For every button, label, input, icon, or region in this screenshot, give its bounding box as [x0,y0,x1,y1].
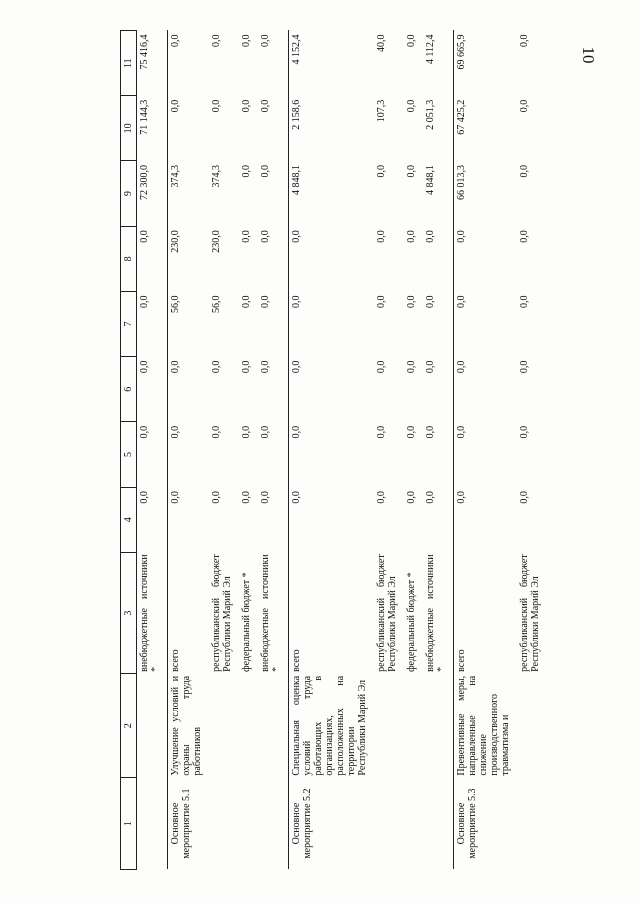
value-cell: 0,0 [376,230,387,243]
description-cell: Превентивные меры, направленные на снижение производственного травматизма и [454,674,518,778]
value-cell: 0,0 [168,31,210,96]
value-cell: 0,0 [406,165,417,178]
value-cell: 0,0 [406,99,417,113]
funding-source-cell: внебюджетные источники * [260,554,282,672]
col-header: 6 [121,357,137,422]
col-header: 2 [121,674,137,778]
value-cell: 0,0 [519,34,530,47]
funding-source-cell: внебюджетные источники * [139,554,161,672]
table-row [404,31,423,870]
table-row [168,31,210,870]
value-cell: 0,0 [168,422,210,487]
col-header: 11 [121,31,137,96]
value-cell: 0,0 [406,491,417,504]
budget-table [120,30,547,870]
header-row [121,31,137,870]
value-cell: 0,0 [406,34,417,47]
value-cell: 0,0 [211,491,222,504]
value-cell: 0,0 [406,230,417,243]
value-cell: 40,0 [376,34,387,52]
table-row [423,31,454,870]
table-row [209,31,239,870]
value-cell: 0,0 [454,226,518,291]
value-cell: 2 158,6 [289,96,375,161]
value-cell: 0,0 [241,295,252,308]
value-cell: 0,0 [260,295,271,308]
funding-source-cell: республиканский бюджет Республики Марий Эл [519,554,541,672]
funding-source-cell: внебюджетные источники * [425,554,447,672]
value-cell: 0,0 [241,491,252,504]
value-cell: 0,0 [519,165,530,178]
funding-source-cell: республиканский бюджет Республики Марий Эл [376,554,398,672]
value-cell: 0,0 [260,425,271,439]
description-cell [209,674,239,778]
value-cell: 0,0 [241,425,252,439]
table-row [258,31,289,870]
funding-source-cell: всего [454,552,518,674]
col-header: 5 [121,422,137,487]
value-cell: 0,0 [241,99,252,113]
value-cell: 0,0 [376,491,387,504]
value-cell: 66 013,3 [454,161,518,226]
value-cell: 230,0 [211,230,222,253]
value-cell: 71 144,3 [139,99,150,135]
value-cell: 0,0 [241,360,252,374]
value-cell: 0,0 [425,425,436,439]
value-cell: 0,0 [519,425,530,439]
col-header: 10 [121,96,137,161]
event-name-cell [239,778,258,870]
funding-source-cell: всего [168,552,210,674]
value-cell: 0,0 [425,360,436,374]
event-name-cell: Основное мероприятие 5.3 [454,778,518,870]
event-name-cell [137,778,168,870]
value-cell: 0,0 [211,99,222,113]
event-name-cell: Основное мероприятие 5.2 [289,778,375,870]
value-cell: 0,0 [519,360,530,374]
value-cell: 4 848,1 [289,161,375,226]
value-cell: 72 300,0 [139,165,150,200]
value-cell: 0,0 [139,360,150,374]
value-cell: 0,0 [168,357,210,422]
value-cell: 67 425,2 [454,96,518,161]
value-cell: 2 051,3 [425,99,436,130]
value-cell: 230,0 [168,226,210,291]
table-body [137,31,548,870]
value-cell: 0,0 [519,491,530,504]
value-cell: 0,0 [406,425,417,439]
funding-source-cell: федеральный бюджет * [406,572,417,672]
value-cell: 0,0 [139,295,150,308]
value-cell: 0,0 [454,291,518,356]
value-cell: 75 416,4 [139,34,150,70]
event-name-cell [258,778,289,870]
value-cell: 0,0 [406,360,417,374]
value-cell: 0,0 [260,491,271,504]
value-cell: 0,0 [211,360,222,374]
value-cell: 0,0 [289,357,375,422]
value-cell: 69 665,9 [454,31,518,96]
description-cell [374,674,404,778]
description-cell [137,674,168,778]
value-cell: 4 152,4 [289,31,375,96]
value-cell: 0,0 [376,360,387,374]
event-name-cell: Основное мероприятие 5.1 [168,778,210,870]
value-cell: 0,0 [376,425,387,439]
value-cell: 0,0 [376,165,387,178]
description-cell [258,674,289,778]
funding-source-cell: республиканский бюджет Республики Марий Эл [211,554,233,672]
col-header: 3 [121,552,137,674]
description-cell [517,674,547,778]
page-number: 10 [579,46,598,64]
description-cell [423,674,454,778]
value-cell: 0,0 [289,226,375,291]
description-cell [239,674,258,778]
table-row [374,31,404,870]
value-cell: 0,0 [376,295,387,308]
value-cell: 0,0 [289,487,375,552]
col-header: 1 [121,778,137,870]
value-cell: 374,3 [211,165,222,188]
value-cell: 0,0 [241,165,252,178]
event-name-cell [374,778,404,870]
value-cell: 374,3 [168,161,210,226]
value-cell: 0,0 [519,99,530,113]
value-cell: 0,0 [260,99,271,113]
value-cell: 0,0 [454,422,518,487]
description-cell: Улучшение условий и охраны труда работников [168,674,210,778]
col-header: 9 [121,161,137,226]
value-cell: 0,0 [168,96,210,161]
table-row [517,31,547,870]
table-row [454,31,518,870]
value-cell: 107,3 [376,99,387,123]
value-cell: 0,0 [519,230,530,243]
value-cell: 0,0 [425,295,436,308]
rotated-table-container [120,30,570,870]
table-row [289,31,375,870]
event-name-cell [209,778,239,870]
table-row [137,31,168,870]
value-cell: 4 112,4 [425,34,436,65]
value-cell: 0,0 [139,230,150,243]
value-cell: 0,0 [260,230,271,243]
funding-source-cell: федеральный бюджет * [241,572,252,672]
value-cell: 0,0 [289,291,375,356]
event-name-cell [404,778,423,870]
funding-source-cell: всего [289,552,375,674]
value-cell: 0,0 [260,360,271,374]
col-header: 4 [121,487,137,552]
value-cell: 0,0 [241,230,252,243]
col-header: 7 [121,291,137,356]
event-name-cell [517,778,547,870]
value-cell: 0,0 [454,357,518,422]
value-cell: 0,0 [168,487,210,552]
description-cell: Специальная оценка условий труда работающих в организациях, расположенных на территории Республики Марий Эл [289,674,375,778]
value-cell: 56,0 [211,295,222,313]
value-cell: 0,0 [425,230,436,243]
value-cell: 0,0 [519,295,530,308]
value-cell: 0,0 [241,34,252,47]
table-row [239,31,258,870]
value-cell: 0,0 [406,295,417,308]
value-cell: 0,0 [289,422,375,487]
description-cell [404,674,423,778]
value-cell: 0,0 [260,165,271,178]
value-cell: 0,0 [425,491,436,504]
col-header: 8 [121,226,137,291]
value-cell: 0,0 [211,34,222,47]
value-cell: 0,0 [454,487,518,552]
value-cell: 4 848,1 [425,165,436,195]
value-cell: 0,0 [139,425,150,439]
value-cell: 0,0 [260,34,271,47]
event-name-cell [423,778,454,870]
value-cell: 56,0 [168,291,210,356]
value-cell: 0,0 [139,491,150,504]
value-cell: 0,0 [211,425,222,439]
